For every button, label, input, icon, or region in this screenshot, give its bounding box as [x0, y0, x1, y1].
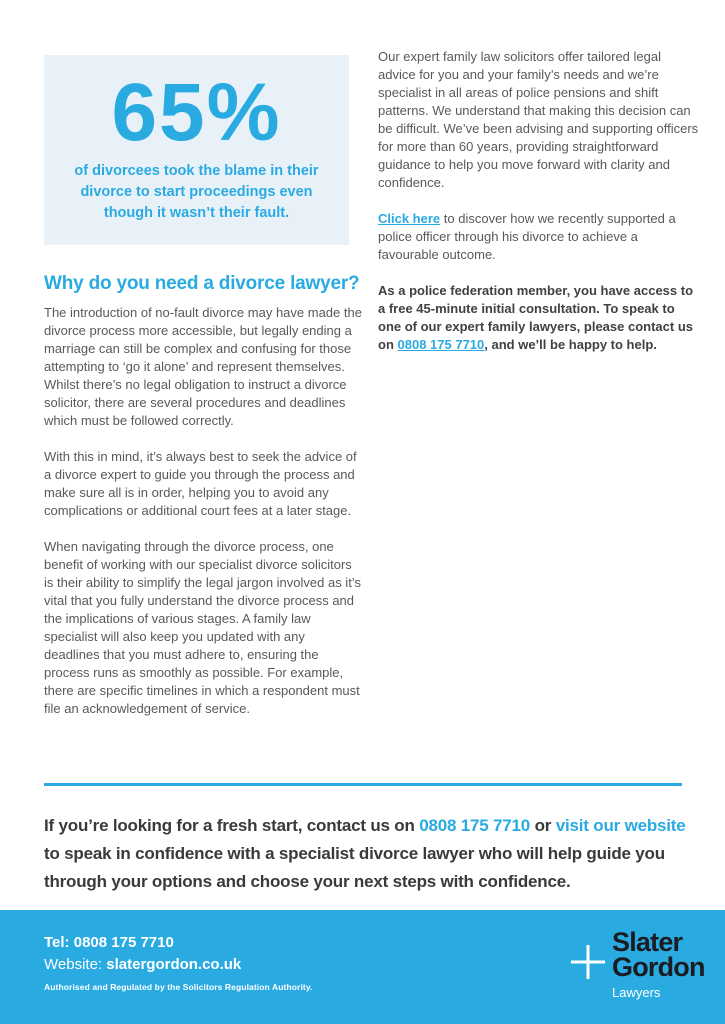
- statistic-box: [44, 55, 349, 245]
- footer-tel-label: Tel:: [44, 934, 74, 951]
- case-study-paragraph: [378, 210, 700, 264]
- federation-paragraph: [378, 282, 700, 354]
- left-column: [44, 272, 362, 736]
- divider-rule: [44, 783, 682, 786]
- federation-text-after: , and we’ll be happy to help.: [484, 337, 657, 352]
- footer-website-label: Website:: [44, 956, 107, 973]
- case-study-text: to discover how we recently supported a police officer through his divorce to achieve a favourable outcome.: [378, 211, 676, 262]
- plus-icon: [570, 944, 606, 985]
- footer-website-url[interactable]: slatergordon.co.uk: [106, 956, 242, 973]
- cta-text-2: or: [530, 816, 556, 835]
- click-here-link[interactable]: Click here: [378, 211, 441, 226]
- footer-website-line: [44, 954, 313, 976]
- cta-banner: [44, 812, 700, 896]
- right-column: [378, 48, 700, 372]
- logo-word-gordon: Gordon: [612, 952, 705, 982]
- logo-text: [612, 927, 705, 1000]
- footer: [0, 910, 725, 1024]
- logo-word-slater: Slater: [612, 927, 683, 957]
- section-heading: Why do you need a divorce lawyer?: [44, 273, 360, 294]
- footer-tel-line: [44, 932, 313, 954]
- body-paragraph-3: When navigating through the divorce process, one benefit of working with our specialist divorce solicitors is their ability to simplify the legal jargon involved as it’s vital that you fully understand the divorce process and the implications of various stages. A family law specialist will also keep you updated with any deadlines that you must adhere to, ensuring the process runs as smoothly as possible. For example, there are specific timelines in which a respondent must file an acknowledgement of service.: [44, 539, 361, 716]
- cta-text-1: If you’re looking for a fresh start, contact us on: [44, 816, 420, 835]
- body-paragraph-2: With this in mind, it’s always best to seek the advice of a divorce expert to guide you through the process and make sure all is in order, helping you to avoid any complications or additional court fees at a later stage.: [44, 449, 357, 518]
- body-paragraph-1: The introduction of no-fault divorce may have made the divorce process more accessible, but legally ending a marriage can still be complex and confusing for those attempting to ‘go it alone’ and represent themselves. Whilst there’s no legal obligation to instruct a divorce solicitor, there are several procedures and deadlines which must be followed correctly.: [44, 305, 362, 428]
- footer-contact: [44, 932, 313, 992]
- slater-gordon-logo: [570, 927, 705, 1000]
- footer-smallprint: Authorised and Regulated by the Solicitors Regulation Authority.: [44, 982, 313, 992]
- statistic-value: 65%: [111, 67, 282, 158]
- cta-phone-link[interactable]: 0808 175 7710: [419, 816, 531, 835]
- phone-link[interactable]: 0808 175 7710: [397, 337, 485, 352]
- cta-website-link[interactable]: visit our website: [555, 816, 686, 835]
- logo-tagline: Lawyers: [612, 985, 661, 1000]
- footer-tel-number: 0808 175 7710: [73, 934, 174, 951]
- intro-paragraph: Our expert family law solicitors offer tailored legal advice for you and your family’s needs and we’re specialist in all areas of police pensions and shift patterns. We understand that making this decision can be difficult. We’ve been advising and supporting officers for more than 60 years, providing straightforward guidance to help you move forward with clarity and confidence.: [378, 49, 699, 190]
- cta-text-3: to speak in confidence with a specialist divorce lawyer who will help guide you through your options and choose your next steps with confidence.: [44, 844, 665, 891]
- statistic-caption: of divorcees took the blame in their divorce to start proceedings even though it wasn’t their fault.: [74, 163, 319, 221]
- federation-text-before: As a police federation member, you have access to a free 45-minute initial consultation. To speak to one of our expert family lawyers, please contact us on: [378, 283, 694, 352]
